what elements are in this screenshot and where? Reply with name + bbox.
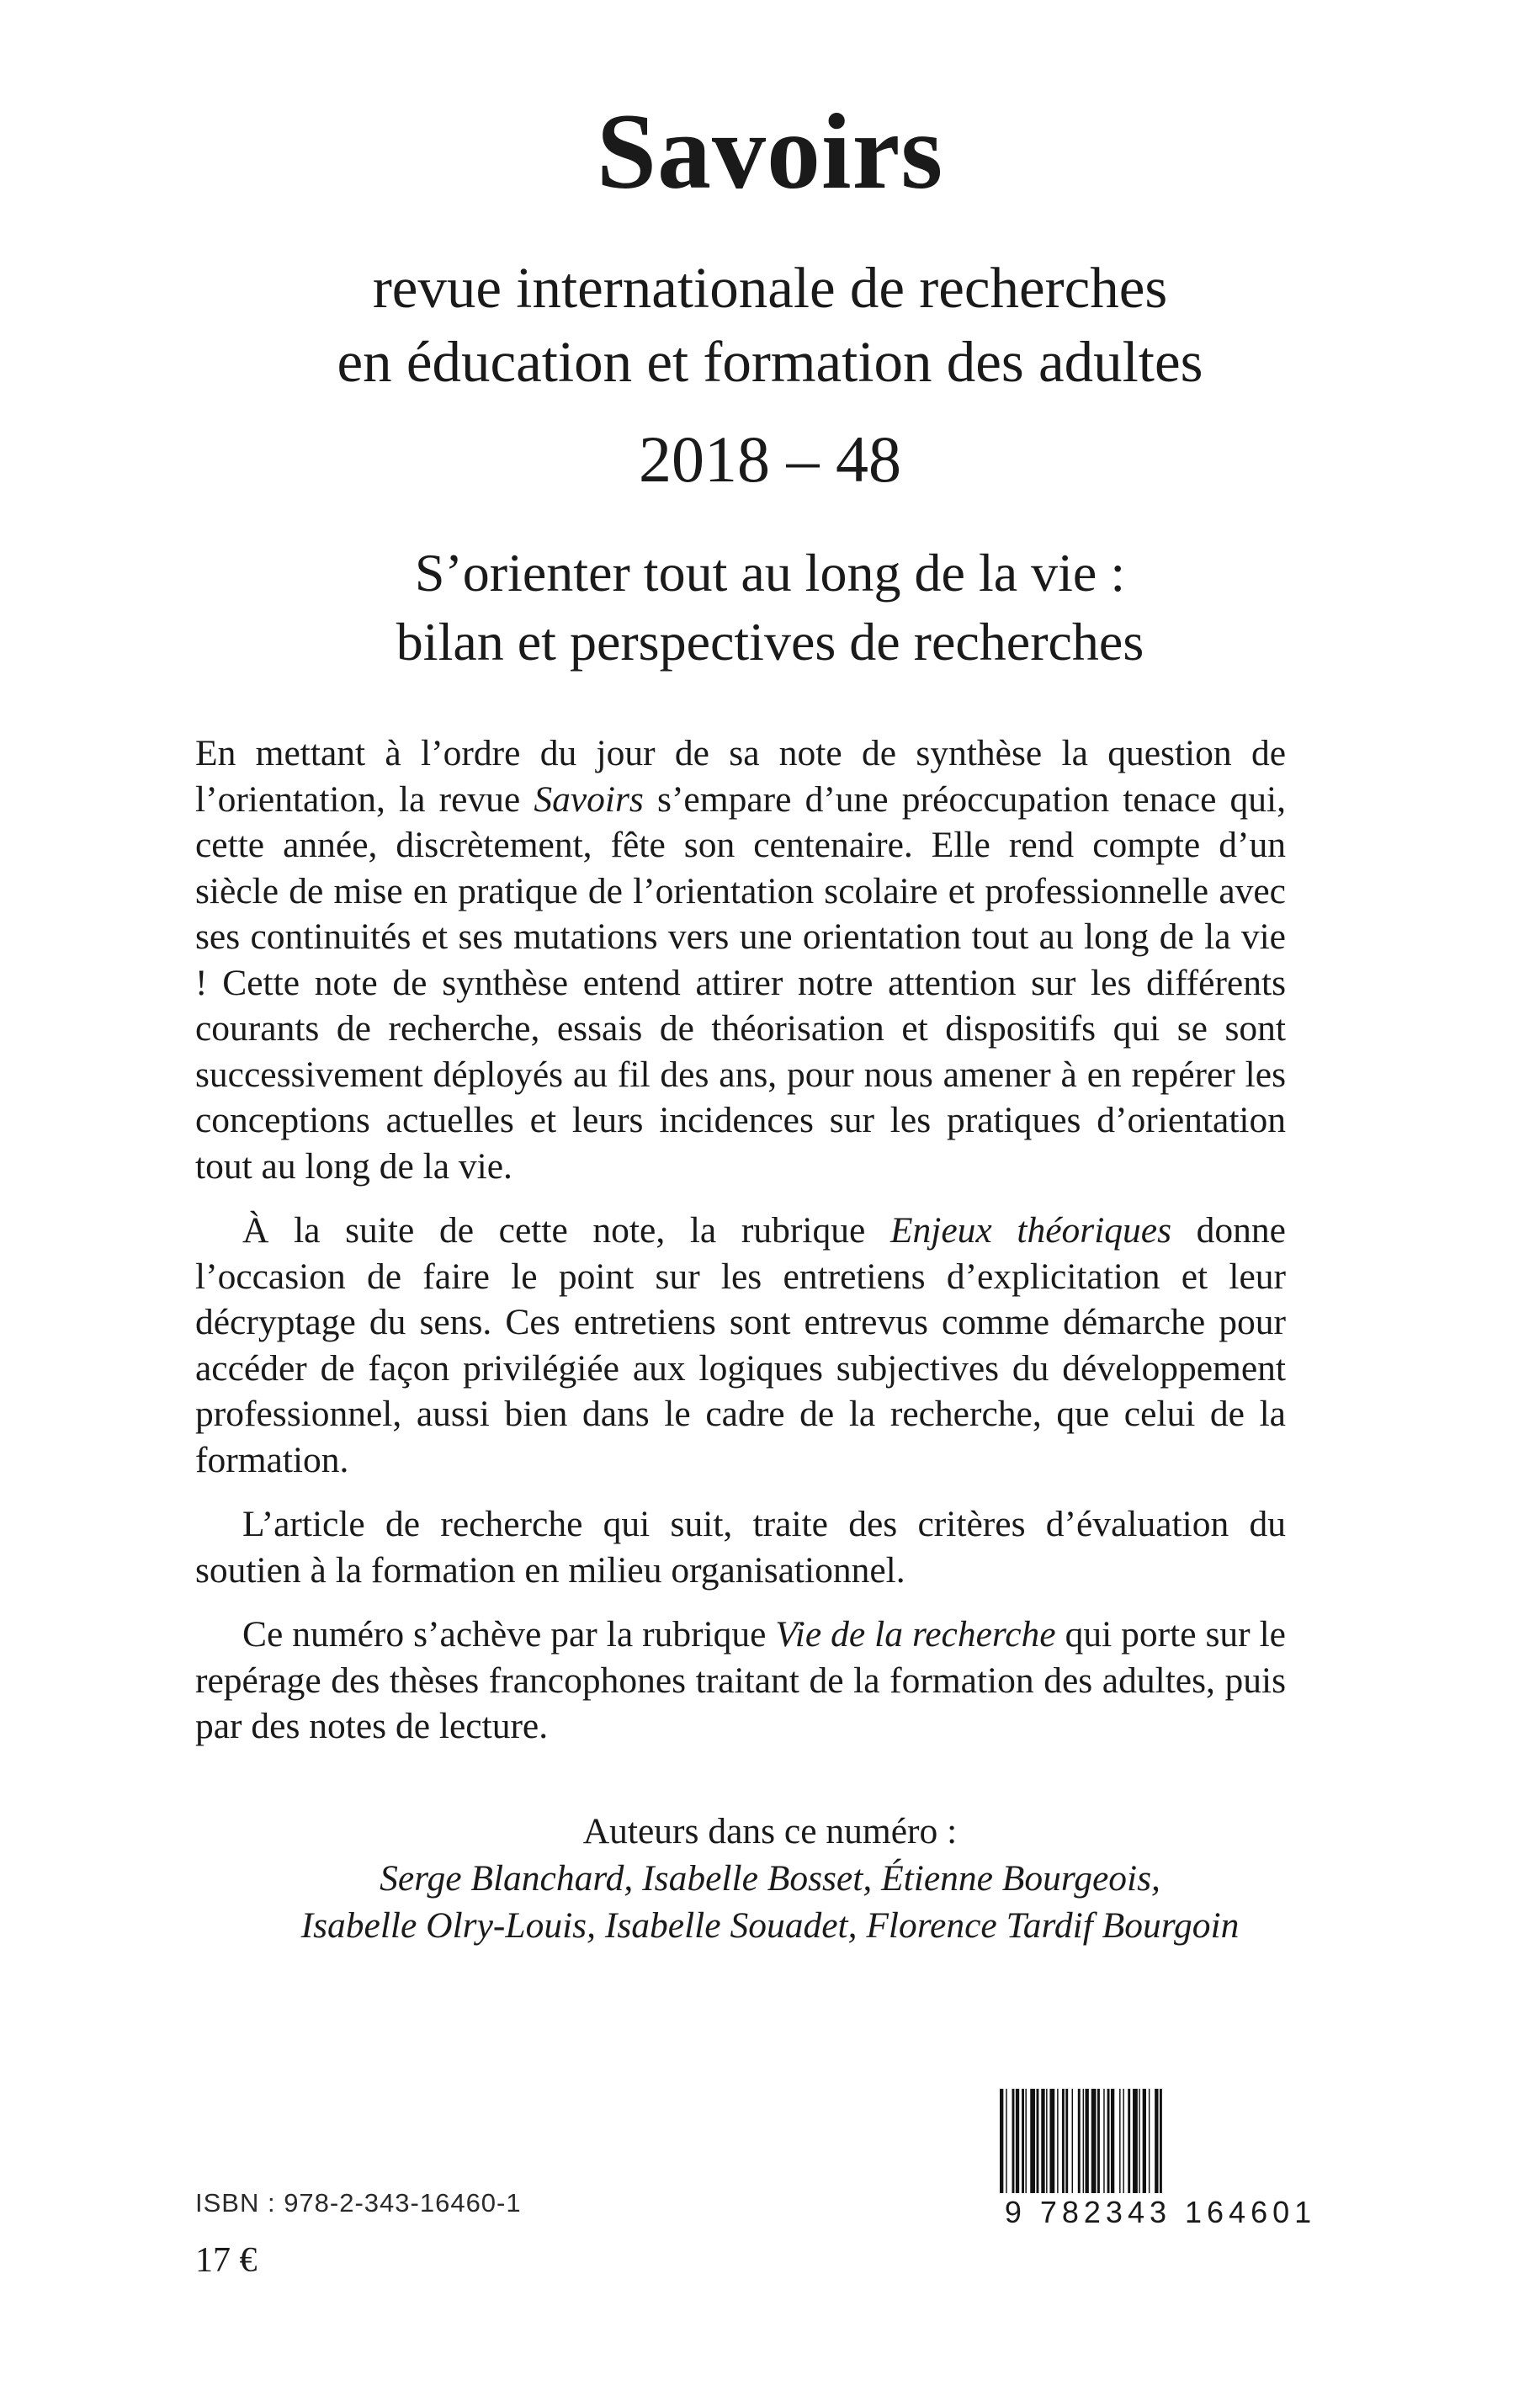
summary-text [195,730,1286,1768]
barcode-bar [1119,2089,1120,2195]
barcode-bar [1155,2089,1158,2195]
barcode-bar [1103,2089,1104,2195]
barcode-bar [1046,2089,1047,2195]
barcode-bar [1030,2089,1035,2195]
section-name-italic: Enjeux théoriques [889,1210,1172,1251]
barcode-bar [1078,2089,1081,2195]
barcode-digits: 9 782343 164601 [996,2193,1325,2232]
barcode-bar [1128,2089,1130,2195]
journal-title: Savoirs [596,92,944,211]
barcode-bar [1041,2089,1044,2195]
barcode-bar [1143,2089,1146,2195]
theme-line: S’orienter tout au long de la vie : [414,543,1126,603]
barcode-bar [1111,2089,1114,2195]
price: 17 € [195,2241,258,2280]
paragraph: L’article de recherche qui suit, traite des critères d’évaluation du soutien à la formation en milieu organisationnel. [195,1504,1286,1591]
subtitle-line: en éducation et formation des adultes [337,330,1203,394]
theme-line: bilan et perspectives de recherches [396,612,1144,672]
journal-subtitle [0,251,1540,399]
barcode-bar [1107,2089,1110,2195]
barcode-bar [1025,2089,1026,2195]
barcode-bar [1049,2089,1054,2195]
paragraph: Ce numéro s’achève par la rubrique Vie de la recherche qui porte sur le repérage des thèses francophones traitant de la formation des adultes, puis par des notes de lecture. [195,1614,1286,1746]
barcode-bar [1037,2089,1039,2195]
barcode-bar [1022,2089,1024,2195]
barcode-bar [1000,2089,1003,2195]
barcode-bar [1072,2089,1073,2195]
isbn: ISBN : 978-2-343-16460-1 [195,2188,522,2218]
barcode-bar [1057,2089,1058,2195]
barcode-bar [1160,2089,1162,2195]
barcode-bar [1097,2089,1100,2195]
paragraph: À la suite de cette note, la rubrique Enjeux théoriques donne l’occasion de faire le point sur les entretiens d’explicitation et leur décryptage du sens. Ces entretiens sont entrevus comme démarche pour accéder de façon privilégiée aux logiques subjectives du développement professionnel, aussi bien dans le cadre de la recherche, que celui de la formation. [195,1210,1286,1480]
issue-theme [0,539,1540,677]
issue-number: 2018 – 48 [639,422,901,496]
barcode-bar [1149,2089,1150,2195]
barcode-bar [1065,2089,1068,2195]
barcode-bar [1091,2089,1097,2195]
authors-heading: Auteurs dans ce numéro : [582,1811,958,1851]
barcode-bar [1016,2089,1019,2195]
journal-name-italic: Savoirs [534,778,644,820]
section-name-italic: Vie de la recherche [775,1614,1056,1655]
paragraph: En mettant à l’ordre du jour de sa note de synthèse la question de l’orientation, la revue Savoirs s’empare d’une préoccupation tenace qui, cette année, discrètement, fête son centenaire. Elle rend compte d’un siècle de mise en pratique de l’orientation scolaire et professionnelle avec ses continuités et ses mutations vers une orientation tout au long de la vie ! Cette note de synthèse entend attirer notre attention sur les différents courants de recherche, essais de théorisation et dispositifs qui se sont successivement déployés au fil des ans, pour nous amener à en repérer les conceptions actuelles et leurs incidences sur les pratiques d’orientation tout au long de la vie. [195,733,1286,1187]
barcode-bar [1062,2089,1065,2195]
barcode-bars [996,2089,1325,2195]
subtitle-line: revue internationale de recherches [372,256,1168,320]
barcode-bar [1012,2089,1015,2195]
barcode-bar [1086,2089,1089,2195]
barcode-bar [1083,2089,1084,2195]
barcode-bar [1133,2089,1138,2195]
authors-names: Serge Blanchard, Isabelle Bosset, Étienne Bourgeois, [380,1858,1160,1899]
authors-names: Isabelle Olry-Louis, Isabelle Souadet, Florence Tardif Bourgoin [300,1905,1240,1946]
authors-block [0,1808,1540,1949]
